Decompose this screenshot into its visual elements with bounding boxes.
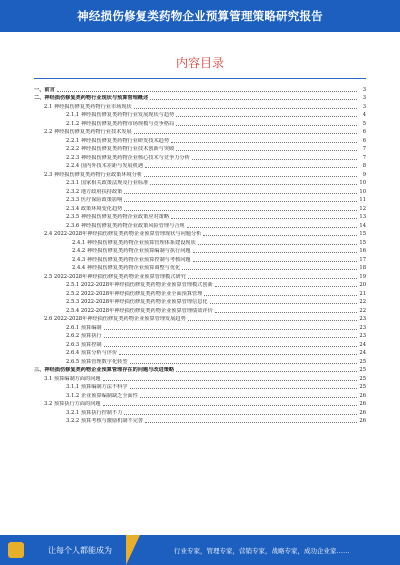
footer-slogan-right: 行业专家，管理专家，营销专家，战略专家，成功企业家…… [174, 546, 350, 555]
toc-page-number: 10 [359, 188, 366, 195]
toc-entry[interactable] [34, 314, 366, 323]
toc-leader-dots [204, 295, 357, 296]
toc-entry-title: 三、神经损伤修复类药物企业预算管理存在的问题与改进策略 [34, 367, 175, 373]
toc-entry-title: 3.1.2 企业预算编制缺乏全面性 [66, 392, 138, 399]
toc-entry-title: 2.2 神经损伤修复类药物行业技术发展 [44, 129, 132, 135]
toc-page-number: 25 [359, 367, 366, 373]
toc-entry[interactable] [34, 416, 366, 425]
toc-entry[interactable] [34, 110, 366, 119]
toc-entry[interactable] [34, 348, 366, 357]
report-title: 神经损伤修复类药物企业预算管理策略研究报告 [77, 9, 323, 23]
toc-entry[interactable] [34, 407, 366, 416]
toc-entry-title: 2.3.2 地方政府扶持政策 [66, 188, 123, 195]
toc-entry[interactable] [34, 339, 366, 348]
toc-page-number: 23 [359, 316, 366, 322]
toc-leader-dots [124, 414, 357, 415]
toc-leader-dots [103, 405, 357, 406]
toc-leader-dots [145, 167, 357, 168]
toc-page-number: 15 [359, 231, 366, 237]
toc-entry-title: 2.2.1 神经损伤修复类药物行业研发技术趋势 [66, 137, 170, 144]
toc-entry[interactable] [34, 263, 366, 272]
toc-page-number: 12 [359, 205, 366, 212]
toc-page-number: 19 [359, 273, 366, 280]
toc-entry-title: 2.1 神经损伤修复类药物行业市场现状 [44, 103, 132, 110]
toc-entry-title: 2.6.2 预算执行 [66, 333, 102, 339]
toc-leader-dots [145, 422, 357, 423]
toc-leader-dots [193, 252, 357, 253]
toc-page-number: 22 [359, 299, 366, 305]
toc-entry[interactable] [34, 152, 366, 161]
toc-entry-title: 2.3.1 国家相关政策法规及行业标准 [66, 180, 149, 186]
footer-banner [0, 535, 400, 565]
toc-page-number: 22 [359, 307, 366, 314]
toc-entry[interactable] [34, 399, 366, 408]
toc-leader-dots [140, 397, 357, 398]
toc-page-number: 7 [362, 146, 366, 152]
toc-leader-dots [124, 201, 357, 202]
toc-page-number: 21 [359, 290, 366, 297]
toc-page-number: 17 [359, 256, 366, 263]
toc-page-number: 24 [359, 341, 366, 348]
toc-heading: 内容目录 [175, 56, 224, 70]
toc-leader-dots [144, 176, 357, 177]
toc-entry[interactable] [34, 127, 366, 136]
toc-entry[interactable] [34, 297, 366, 306]
toc-leader-dots [57, 91, 357, 92]
toc-page-number: 11 [359, 197, 366, 203]
toc-leader-dots [104, 329, 357, 330]
toc-entry[interactable] [34, 93, 366, 102]
toc-leader-dots [124, 210, 357, 211]
toc-entry-title: 二、神经损伤修复类药物行业现状与预算管理概述 [34, 95, 149, 101]
toc-page-number: 5 [362, 120, 366, 127]
toc-leader-dots [176, 116, 357, 117]
toc-leader-dots [182, 269, 357, 270]
toc-leader-dots [215, 312, 357, 313]
toc-leader-dots [130, 388, 357, 389]
toc-page-number: 23 [359, 333, 366, 339]
toc-entry-title: 3.1 预算编制方面的问题 [44, 375, 101, 382]
toc-entry-title: 3.2.2 预算考核与激励机制不完善 [66, 418, 144, 424]
toc-page-number: 14 [359, 222, 366, 229]
toc-leader-dots [124, 193, 357, 194]
toc-leader-dots [171, 142, 357, 143]
toc-page-number: 25 [359, 358, 366, 365]
toc-entry-title: 2.1.2 神经损伤修复类药物市场规模与竞争格局 [66, 120, 175, 127]
toc-entry[interactable] [34, 390, 366, 399]
toc-page-number: 7 [362, 154, 366, 161]
toc-entry-title: 2.6.3 预算控制 [66, 341, 102, 348]
toc-leader-dots [176, 125, 357, 126]
toc-page-number: 20 [359, 282, 366, 288]
toc-entry-title: 2.5.1 2022-2028年神经损伤修复类药物企业预算管理模式创新 [66, 282, 213, 288]
toc-entry[interactable] [34, 203, 366, 212]
toc-entry-title: 2.2.3 神经损伤修复类药物企业核心技术与竞争力分析 [66, 154, 190, 161]
toc-entry[interactable] [34, 229, 366, 238]
toc-entry[interactable] [34, 135, 366, 144]
toc-entry[interactable] [34, 365, 366, 374]
toc-entry[interactable] [34, 331, 366, 340]
toc-page-number: 6 [362, 129, 366, 135]
logo-icon [8, 542, 24, 558]
toc-page-number: 15 [359, 239, 366, 246]
toc-entry-title: 2.4.3 神经损伤修复类药物企业预算控制与考核问题 [72, 256, 191, 263]
toc-entry-title: 2.3.4 政策环境变化趋势 [66, 205, 123, 212]
toc-leader-dots [215, 286, 357, 287]
toc-page-number: 25 [359, 384, 366, 390]
toc-entry-title: 2.4 2022-2028年神经损伤修复类药物企业预算管理现状与问题分析 [44, 231, 202, 237]
toc-page-number: 18 [359, 265, 366, 271]
toc-divider [34, 78, 366, 79]
toc-entry[interactable] [34, 288, 366, 297]
toc-entry[interactable] [34, 305, 366, 314]
toc-entry[interactable] [34, 212, 366, 221]
toc-entry-title: 2.3.6 神经损伤修复类药物企业政策风险管理与合规 [66, 222, 185, 229]
toc-entry-title: 3.2.1 预算执行控制不力 [66, 409, 123, 416]
toc-leader-dots [119, 354, 357, 355]
toc-leader-dots [210, 303, 357, 304]
toc-entry[interactable] [34, 220, 366, 229]
toc-leader-dots [134, 133, 357, 134]
toc-leader-dots [193, 261, 357, 262]
toc-entry-title: 2.6.4 预算分析与评价 [66, 350, 118, 356]
toc-entry-title: 2.5.3 2022-2028年神经损伤修复类药物企业预算管理信息化 [66, 299, 208, 305]
toc-leader-dots [150, 184, 357, 185]
toc-page-number: 24 [359, 350, 366, 356]
toc-page-number: 10 [359, 180, 366, 186]
toc-entry[interactable] [34, 246, 366, 255]
toc-entry-title: 2.5.2 2022-2028年神经损伤修复类药物企业全面预算管理 [66, 290, 203, 297]
toc-leader-dots [134, 108, 357, 109]
toc-entry[interactable] [34, 178, 366, 187]
toc-entry-title: 2.5.4 2022-2028年神经损伤修复类药物企业预算管理绩效评价 [66, 307, 213, 314]
toc-entry[interactable] [34, 84, 366, 93]
toc-page-number: 26 [359, 418, 366, 424]
toc-entry-title: 2.3.3 医疗保险政策影响 [66, 197, 123, 203]
toc-entry[interactable] [34, 280, 366, 289]
toc-entry[interactable] [34, 195, 366, 204]
toc-leader-dots [103, 380, 357, 381]
toc-leader-dots [187, 227, 357, 228]
toc-entry[interactable] [34, 254, 366, 263]
toc-page-number: 23 [359, 324, 366, 331]
toc-entry[interactable] [34, 271, 366, 280]
toc-entry-title: 2.4.1 神经损伤修复类药物企业预算管理体系建设现状 [72, 239, 196, 246]
toc-entry-title: 2.6.5 预算管理数字化转型 [66, 358, 128, 365]
toc-page-number: 25 [359, 375, 366, 382]
toc-leader-dots [104, 337, 357, 338]
toc-entry[interactable] [34, 101, 366, 110]
toc-entry-title: 3.1.1 预算编制方法不科学 [66, 384, 128, 390]
footer-slogan-left: 让每个人都能成为 [48, 545, 112, 555]
toc-leader-dots [176, 150, 357, 151]
toc-leader-dots [150, 99, 357, 100]
toc-page-number: 26 [359, 409, 366, 416]
toc-entry-title: 2.1.1 神经损伤修复类药物行业发展现状与趋势 [66, 112, 175, 118]
toc-entry[interactable] [34, 186, 366, 195]
toc-entry-title: 一、前言 [34, 86, 55, 93]
toc-entry-title: 2.4.4 神经损伤修复类药物企业预算调整与优化 [72, 265, 181, 271]
toc-entry[interactable] [34, 322, 366, 331]
toc-entry-title: 2.2.2 神经损伤修复类药物行业技术创新与突破 [66, 146, 175, 152]
toc-entry[interactable] [34, 118, 366, 127]
toc-entry-title: 2.3.5 神经损伤修复类药物企业政策应对策略 [66, 214, 170, 220]
toc-entry-title: 3.2 预算执行方面的问题 [44, 401, 101, 407]
toc-entry[interactable] [34, 161, 366, 170]
toc-entry-title: 2.5 2022-2028年神经损伤修复类药物企业预算管理模式研究 [44, 273, 186, 280]
toc-leader-dots [104, 346, 357, 347]
toc-page-number: 9 [362, 171, 366, 178]
toc-page-number: 3 [362, 86, 366, 93]
toc-leader-dots [171, 218, 357, 219]
toc-page-number: 3 [362, 103, 366, 110]
table-of-contents [34, 84, 366, 424]
toc-leader-dots [203, 235, 357, 236]
toc-page-number: 13 [359, 214, 366, 220]
toc-entry[interactable] [34, 382, 366, 391]
report-header-banner [0, 0, 400, 32]
toc-leader-dots [198, 244, 357, 245]
toc-page-number: 6 [362, 137, 366, 144]
toc-leader-dots [130, 363, 357, 364]
toc-entry-title: 2.2.4 国内外技术差距与发展机遇 [66, 163, 144, 169]
toc-page-number: 26 [359, 392, 366, 399]
toc-page-number: 8 [362, 163, 366, 169]
toc-entry[interactable] [34, 237, 366, 246]
toc-entry[interactable] [34, 144, 366, 153]
toc-entry-title: 2.4.2 神经损伤修复类药物企业预算编制与执行问题 [72, 248, 191, 254]
footer-accent-wedge [126, 535, 140, 565]
toc-page-number: 26 [359, 401, 366, 407]
toc-entry-title: 2.3 神经损伤修复类药物行业政策环境分析 [44, 171, 143, 178]
toc-leader-dots [188, 278, 357, 279]
toc-entry[interactable] [34, 356, 366, 365]
toc-page-number: 4 [362, 112, 366, 118]
toc-page-number: 16 [359, 248, 366, 254]
toc-leader-dots [192, 159, 357, 160]
toc-entry[interactable] [34, 169, 366, 178]
toc-leader-dots [176, 371, 357, 372]
toc-entry-title: 2.6 2022-2028年神经损伤修复类药物企业预算管理发展趋势 [44, 316, 186, 322]
toc-entry[interactable] [34, 373, 366, 382]
toc-entry-title: 2.6.1 预算编制 [66, 324, 102, 331]
toc-page-number: 3 [362, 95, 366, 101]
toc-leader-dots [188, 320, 357, 321]
